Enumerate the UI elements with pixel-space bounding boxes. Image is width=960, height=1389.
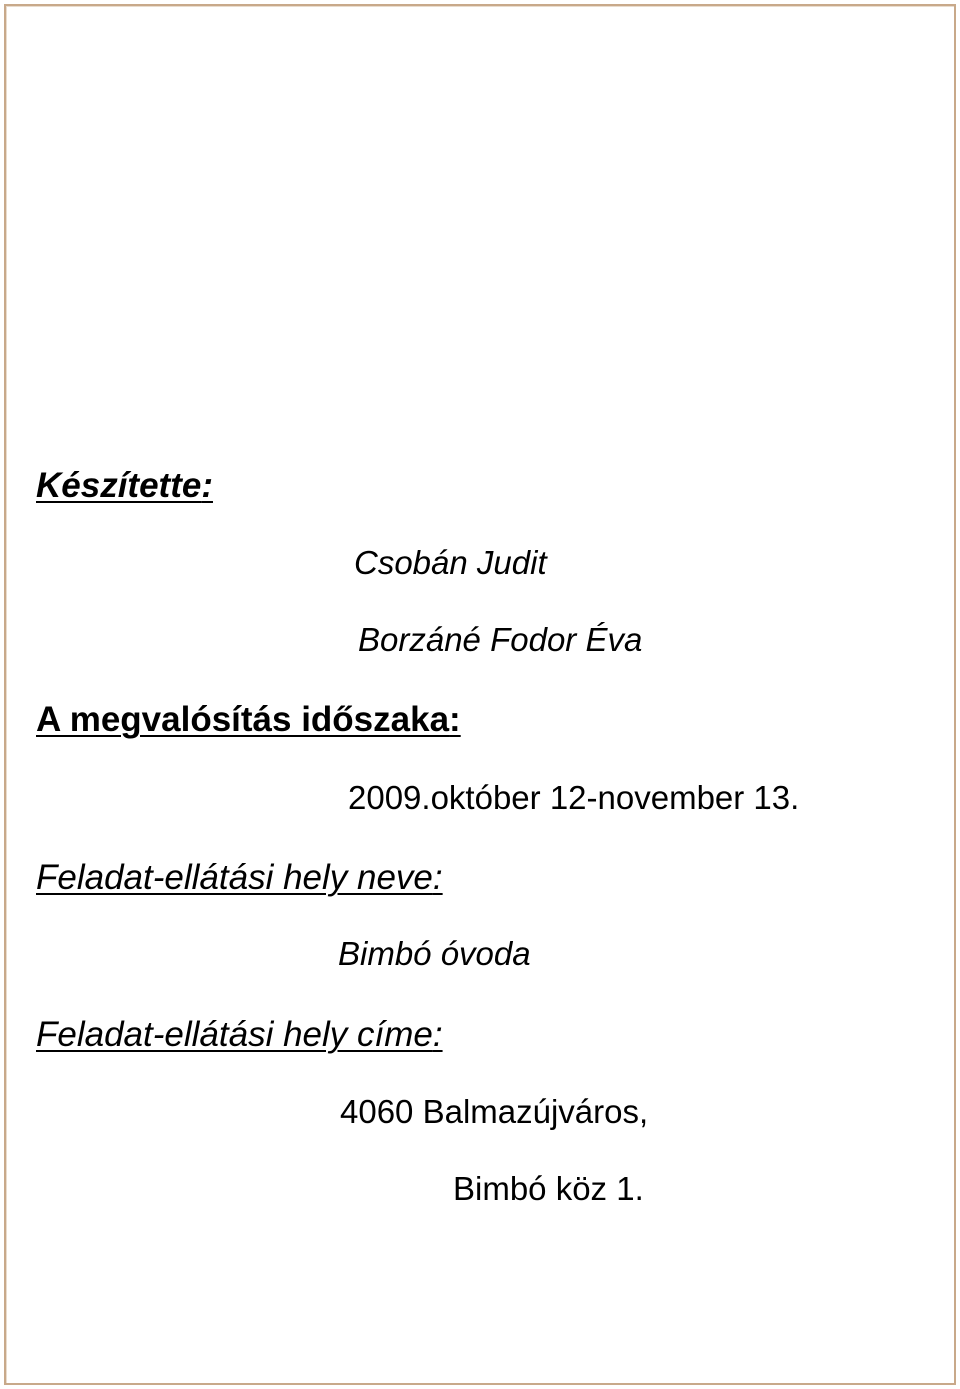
site-address-label: Feladat-ellátási hely címe: <box>36 1015 443 1054</box>
site-name-value: Bimbó óvoda <box>338 935 531 972</box>
period-label: A megvalósítás időszaka: <box>36 700 461 739</box>
author-name-1: Csobán Judit <box>354 544 547 581</box>
period-value: 2009.október 12-november 13. <box>348 779 800 816</box>
site-address-line-1: 4060 Balmazújváros, <box>340 1093 649 1130</box>
author-label: Készítette: <box>36 466 213 505</box>
site-name-label: Feladat-ellátási hely neve: <box>36 858 443 897</box>
author-name-2: Borzáné Fodor Éva <box>358 621 643 658</box>
site-address-line-2: Bimbó köz 1. <box>453 1170 644 1207</box>
